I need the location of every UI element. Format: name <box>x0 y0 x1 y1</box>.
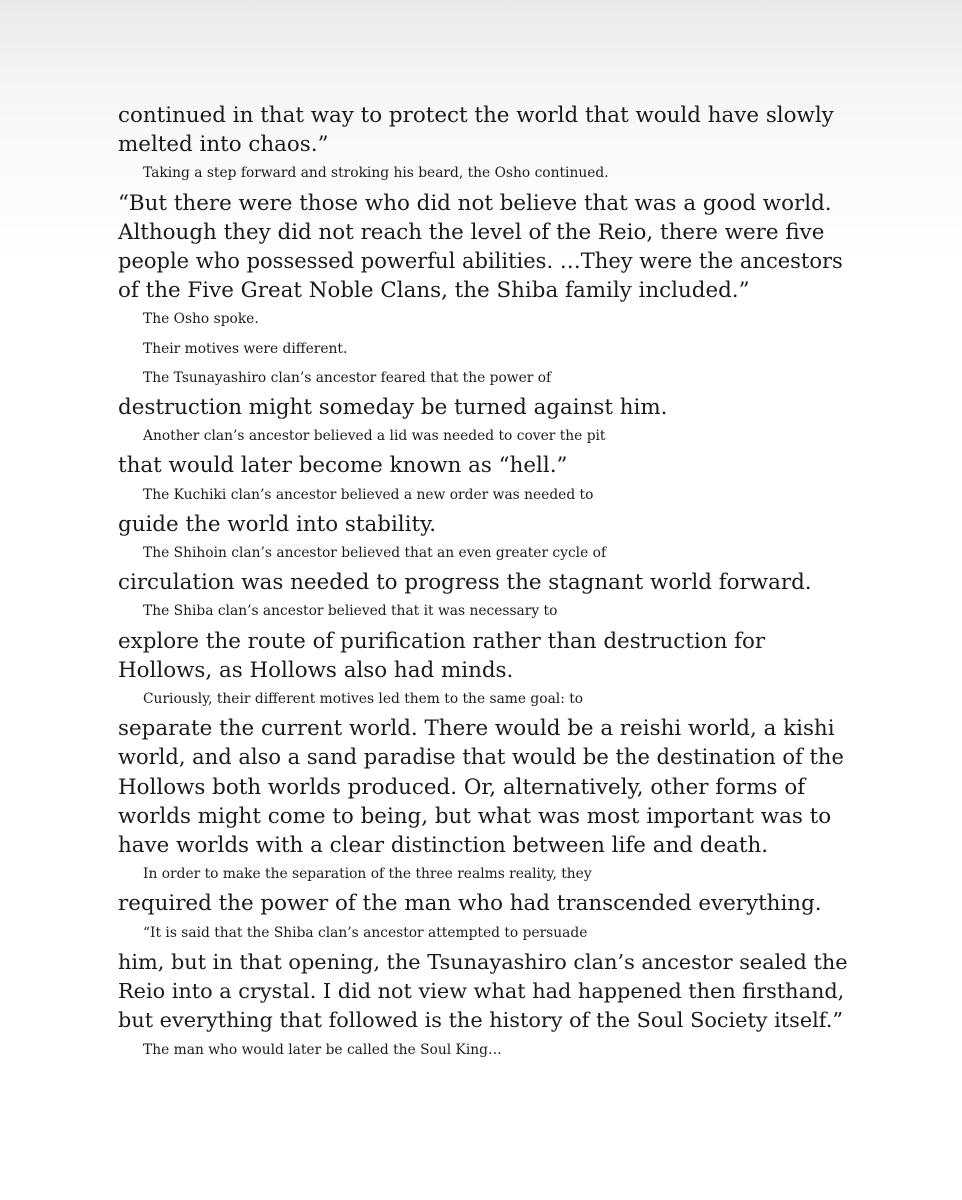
text-line: Taking a step forward and stroking his beard, the Osho continued. <box>143 165 609 182</box>
text-line: “It is said that the Shiba clan’s ancestor attempted to persuade <box>143 924 588 941</box>
text-line: guide the world into stability. <box>118 511 437 537</box>
text-line: Curiously, their different motives led them to the same goal: to <box>143 691 584 708</box>
text-line: but everything that followed is the history of the Soul Society itself.” <box>118 1008 843 1033</box>
text-line: that would later become known as “hell.” <box>118 453 568 479</box>
text-line: explore the route of purification rather than destruction for <box>118 628 766 654</box>
text-line: melted into chaos.” <box>118 132 329 158</box>
text-line: The man who would later be called the Soul King… <box>143 1041 502 1058</box>
text-line: “But there were those who did not believe that was a good world. <box>118 190 832 216</box>
text-line: required the power of the man who had transcended everything. <box>118 891 822 917</box>
text-line: In order to make the separation of the three realms reality, they <box>143 866 592 883</box>
text-line: continued in that way to protect the world that would have slowly <box>118 103 834 128</box>
text-line: Their motives were different. <box>143 340 348 357</box>
text-line: have worlds with a clear distinction between life and death. <box>118 833 769 859</box>
text-line: circulation was needed to progress the stagnant world forward. <box>118 570 812 596</box>
text-line: Another clan’s ancestor believed a lid was needed to cover the pit <box>143 428 606 445</box>
text-line: people who possessed powerful abilities. …They were the ancestors <box>118 249 843 274</box>
text-line: The Shiba clan’s ancestor believed that it was necessary to <box>143 603 558 620</box>
text-line: destruction might someday be turned against him. <box>118 395 668 421</box>
text-line: The Kuchiki clan’s ancestor believed a new order was needed to <box>143 486 594 503</box>
text-line: Reio into a crystal. I did not view what had happened then firsthand, <box>118 979 845 1004</box>
text-line: Hollows both worlds produced. Or, alternatively, other forms of <box>118 774 806 800</box>
text-line: worlds might come to being, but what was most important was to <box>118 803 832 829</box>
text-line: him, but in that opening, the Tsunayashiro clan’s ancestor sealed the <box>118 949 848 974</box>
text-line: Although they did not reach the level of the Reio, there were five <box>118 219 825 245</box>
text-line: of the Five Great Noble Clans, the Shiba family included.” <box>118 278 750 304</box>
body-text <box>118 101 848 1065</box>
text-line: The Shihoin clan’s ancestor believed that an even greater cycle of <box>143 545 607 562</box>
text-line: separate the current world. There would be a reishi world, a kishi <box>118 716 835 742</box>
text-line: The Osho spoke. <box>143 311 259 328</box>
text-line: Hollows, as Hollows also had minds. <box>118 657 514 683</box>
text-line: world, and also a sand paradise that would be the destination of the <box>118 745 844 770</box>
text-line: The Tsunayashiro clan’s ancestor feared that the power of <box>143 369 552 386</box>
